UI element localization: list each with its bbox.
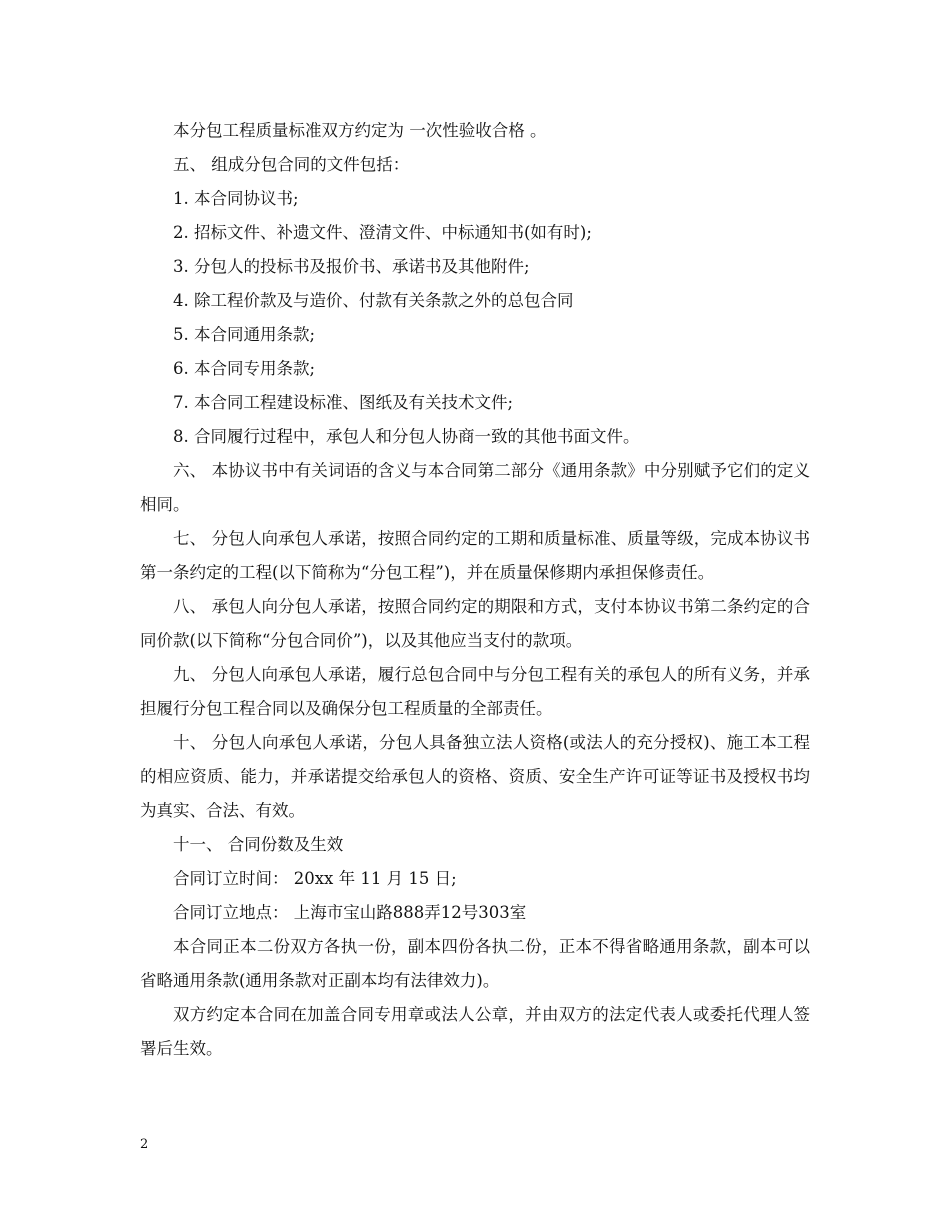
copies-paragraph: 本合同正本二份双方各执一份，副本四份各执二份，正本不得省略通用条款，副本可以省略通用条款(通用条款对正副本均有法律效力)。 — [140, 937, 810, 990]
contract-date: 合同订立时间： 20xx 年 11 月 15 日; — [173, 869, 457, 888]
list-item: 7. 本合同工程建设标准、图纸及有关技术文件; — [173, 393, 514, 412]
section-9-paragraph: 九、 分包人向承包人承诺，履行总包合同中与分包工程有关的承包人的所有义务，并承担履行分包工程合同以及确保分包工程质量的全部责任。 — [140, 665, 810, 718]
section-7-paragraph: 七、 分包人向承包人承诺，按照合同约定的工期和质量标准、质量等级，完成本协议书第一条约定的工程(以下简称为“分包工程”)，并在质量保修期内承担保修责任。 — [140, 529, 810, 582]
list-item: 1. 本合同协议书; — [173, 189, 299, 208]
section-11-heading: 十一、 合同份数及生效 — [173, 835, 344, 854]
section-5-heading: 五、 组成分包合同的文件包括： — [173, 155, 410, 174]
quality-standard-paragraph: 本分包工程质量标准双方约定为 一次性验收合格 。 — [173, 121, 547, 140]
page-number: 2 — [140, 1137, 149, 1152]
section-6-paragraph: 六、 本协议书中有关词语的含义与本合同第二部分《通用条款》中分别赋予它们的定义相同。 — [140, 461, 810, 514]
section-8-paragraph: 八、 承包人向分包人承诺，按照合同约定的期限和方式，支付本协议书第二条约定的合同价款(以下简称“分包合同价”)，以及其他应当支付的款项。 — [140, 597, 810, 650]
list-item: 8. 合同履行过程中，承包人和分包人协商一致的其他书面文件。 — [173, 427, 640, 446]
list-item: 6. 本合同专用条款; — [173, 359, 316, 378]
list-item: 2. 招标文件、补遗文件、澄清文件、中标通知书(如有时); — [173, 223, 592, 242]
document-body — [140, 114, 810, 1066]
list-item: 4. 除工程价款及与造价、付款有关条款之外的总包合同 — [173, 291, 574, 310]
list-item: 5. 本合同通用条款; — [173, 325, 316, 344]
contract-location: 合同订立地点： 上海市宝山路888弄12号303室 — [173, 903, 527, 922]
effectiveness-paragraph: 双方约定本合同在加盖合同专用章或法人公章，并由双方的法定代表人或委托代理人签署后生效。 — [140, 1005, 810, 1058]
list-item: 3. 分包人的投标书及报价书、承诺书及其他附件; — [173, 257, 530, 276]
section-10-paragraph: 十、 分包人向承包人承诺，分包人具备独立法人资格(或法人的充分授权)、施工本工程的相应资质、能力，并承诺提交给承包人的资格、资质、安全生产许可证等证书及授权书均为真实、合法、有效。 — [140, 733, 810, 820]
